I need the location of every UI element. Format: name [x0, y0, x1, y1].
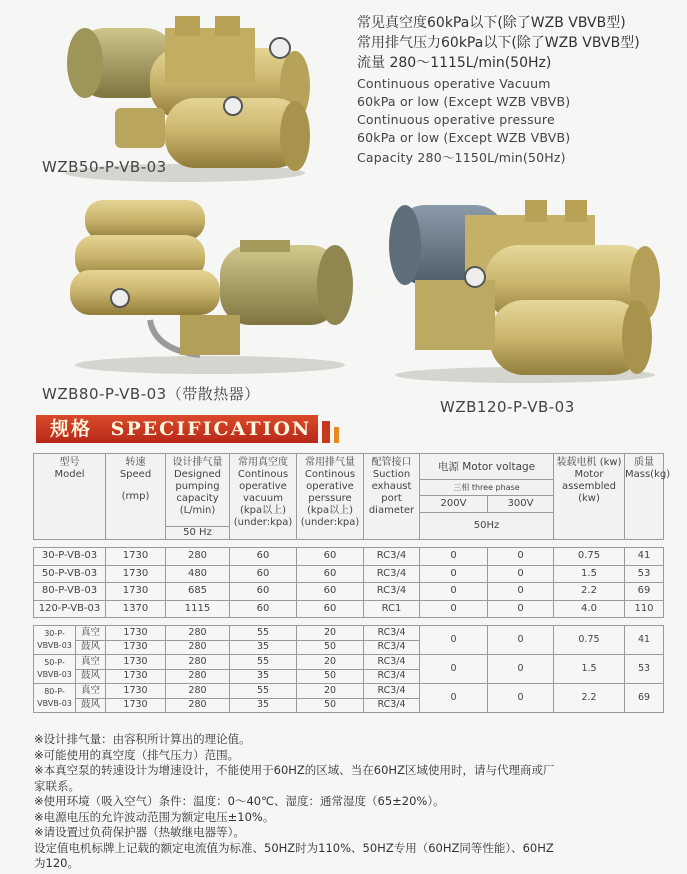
note-line: ※可能使用的真空度（排气压力）范围。: [34, 747, 240, 762]
banner-accent-red: [322, 421, 330, 443]
header-motor: 装载电机 (kw) Motor assembled (kw): [554, 454, 625, 540]
note-line: 设定值电机标牌上记载的额定电流值为标准、50HZ时为110%、50HZ专用（60HZ同等性能）、60HZ: [34, 840, 554, 855]
note-line: ※请设置过负荷保护器（热敏继电器等）。: [34, 825, 245, 839]
table-row: 120-P-VB-03 1370 1115 60 60 RC1 0 0 4.0 110: [34, 600, 664, 618]
header-voltage: 电源 Motor voltage: [420, 454, 554, 480]
spec-summary-en-2: Continuous operative pressure: [357, 112, 555, 127]
note-line: ※设计排气量：由容积所计算出的理论值。: [34, 732, 251, 746]
table-row: 30-P-VB-03 1730 280 60 60 RC3/4 0 0 0.75 41: [34, 548, 664, 566]
header-300v: 300V: [488, 496, 554, 513]
note-line: ※使用环境（吸入空气）条件：温度：0～40℃、湿度：通常湿度（65±20%）。: [34, 794, 445, 808]
pump-photo-wzb120: [375, 185, 665, 385]
header-200v: 200V: [420, 496, 488, 513]
spec-summary-cn-vacuum: 常见真空度60kPa以下(除了WZB VBVB型): [357, 15, 626, 31]
table-row: 鼓风 1730 280 35 50 RC3/4: [34, 640, 664, 655]
header-speed: 转速 Speed (rmp): [106, 454, 166, 540]
table-row: 80-P-VB-03 1730 685 60 60 RC3/4 0 0 2.2 69: [34, 583, 664, 601]
header-model: 型号 Model: [34, 454, 106, 540]
table-row: 50-P-VBVB-03 真空 1730 280 55 20 RC3/4 0 0 1.5 53: [34, 655, 664, 670]
spec-summary-en-1: 60kPa or low (Except WZB VBVB): [357, 94, 571, 109]
note-line: 家联系。: [34, 778, 80, 793]
banner-cn: 规格: [50, 418, 93, 440]
table-row: 鼓风 1730 280 35 50 RC3/4: [34, 669, 664, 684]
header-pumping-capacity: 设计排气量 Designed pumping capacity (L/min): [166, 454, 230, 527]
note-line: ※电源电压的允许波动范围为额定电压±10%。: [34, 809, 275, 824]
table-row: 50-P-VB-03 1730 480 60 60 RC3/4 0 0 1.5 53: [34, 565, 664, 583]
header-three-phase: 三相 three phase: [420, 480, 554, 496]
banner-accent-orange: [334, 427, 339, 443]
notes-section: [34, 732, 664, 872]
table-row: 80-P-VBVB-03 真空 1730 280 55 20 RC3/4 0 0 2.2 69: [34, 684, 664, 699]
specification-banner: [36, 415, 318, 443]
header-vacuum: 常用真空度 Continous operative vacuum (kpa以上) (under:kpa): [230, 454, 297, 540]
header-pumping-hz: 50 Hz: [166, 527, 230, 540]
model-label-wzb120: WZB120-P-VB-03: [440, 398, 575, 416]
table-row: 30-P-VBVB-03 真空 1730 280 55 20 RC3/4 0 0 0.75 41: [34, 626, 664, 641]
header-mass: 质量 Mass(kg): [625, 454, 664, 540]
table-row: 鼓风 1730 280 35 50 RC3/4: [34, 698, 664, 713]
spec-summary-en-4: Capacity 280～1150L/min(50Hz): [357, 150, 566, 165]
header-pressure: 常用排气量 Continous operative perssure (kpa以上) (under:kpa): [297, 454, 364, 540]
note-line: ※本真空泵的转速设计为增速设计，不能使用于60HZ的区域、当在60HZ区域使用时，请与代理商或厂: [34, 763, 555, 777]
model-label-wzb50: WZB50-P-VB-03: [42, 158, 167, 176]
note-line: 为120。: [34, 856, 79, 870]
pump-photo-wzb50: [55, 8, 315, 183]
spec-summary-cn-pressure: 常用排气压力60kPa以下(除了WZB VBVB型): [357, 35, 640, 51]
header-port: 配管接口 Suction exhaust port diameter: [364, 454, 420, 540]
spec-summary-cn-flow: 流量 280～1115L/min(50Hz): [357, 55, 552, 71]
pump-photo-wzb80: [60, 190, 360, 380]
spec-summary-en-3: 60kPa or low (Except WZB VBVB): [357, 130, 571, 145]
model-label-wzb80: WZB80-P-VB-03（带散热器）: [42, 385, 260, 403]
banner-en: SPECIFICATION: [110, 418, 312, 440]
specification-table: [33, 453, 671, 713]
header-50hz: 50Hz: [420, 513, 554, 540]
spec-summary-en-0: Continuous operative Vacuum: [357, 76, 551, 91]
